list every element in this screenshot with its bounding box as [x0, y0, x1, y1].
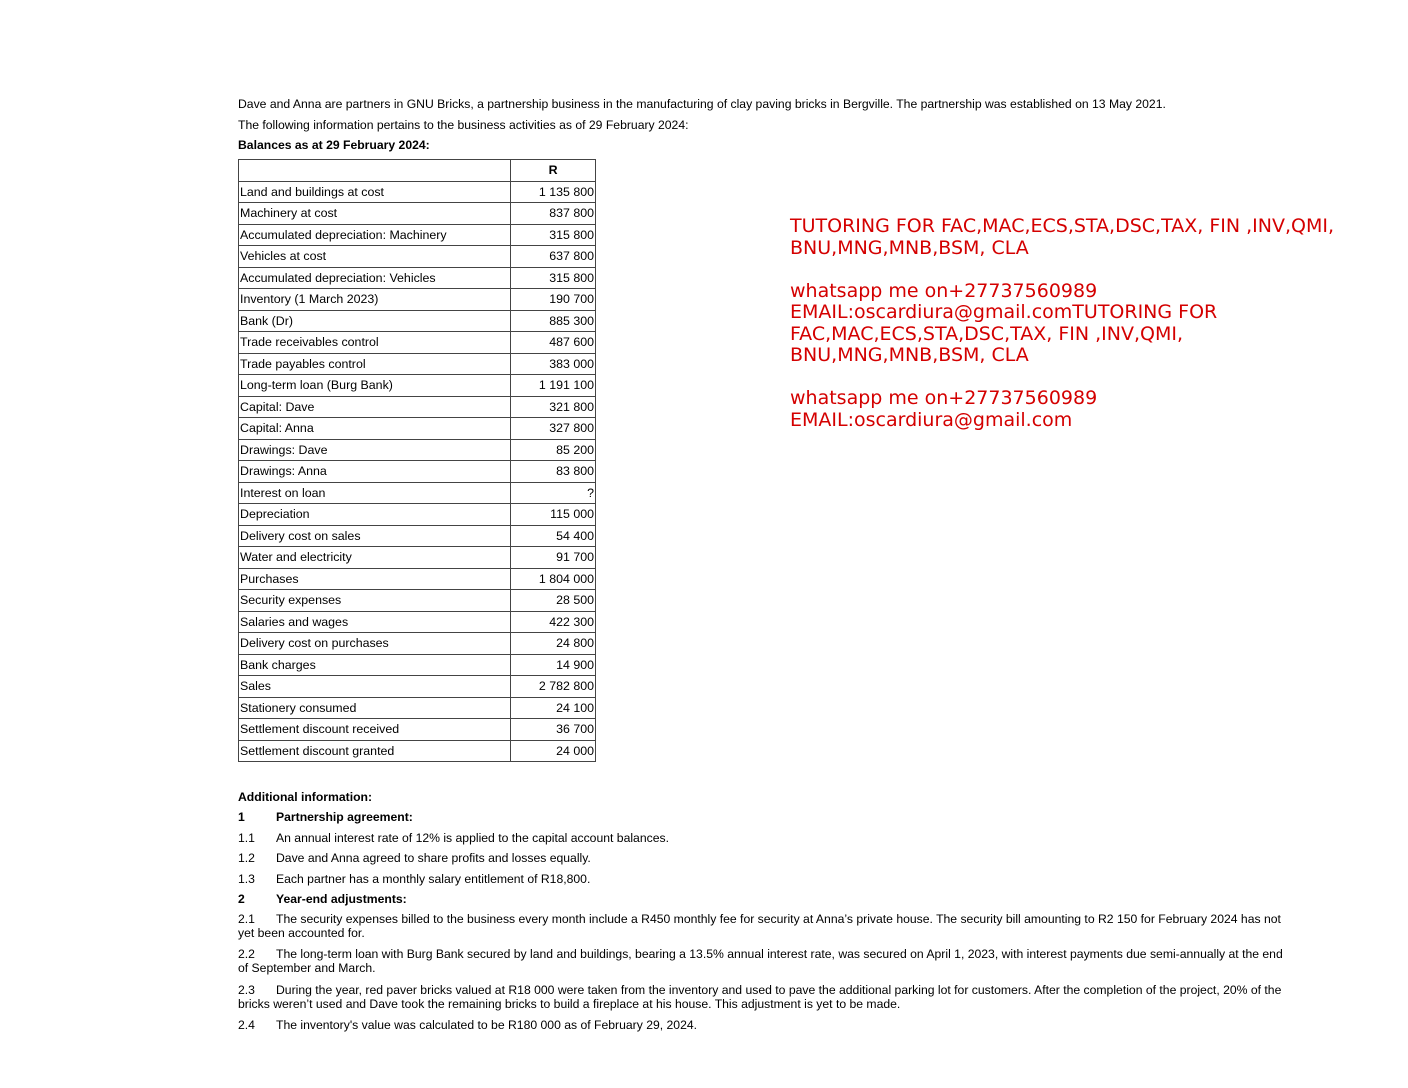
- item-text: The long-term loan with Burg Bank secured by land and buildings, bearing a 13.5% annual interest rate, was secured on April 1, 2023, with interest payments due semi-annually at the end of September and March.: [238, 947, 1283, 975]
- adjustment-item: [238, 947, 1283, 975]
- section-2-heading: [238, 892, 407, 906]
- account-amount: 83 800: [511, 461, 596, 483]
- balances-table: [238, 159, 596, 762]
- account-amount: 24 800: [511, 633, 596, 655]
- account-name: Bank (Dr): [239, 310, 511, 332]
- label-column-header: [239, 160, 511, 182]
- account-amount: ?: [511, 482, 596, 504]
- table-row: [239, 740, 596, 762]
- item-text: The security expenses billed to the business every month include a R450 monthly fee for security at Anna’s private house. The security bill amounting to R2 150 for February 2024 has not yet been accounted for.: [238, 912, 1281, 940]
- intro-line-1: Dave and Anna are partners in GNU Bricks, a partnership business in the manufacturing of clay paving bricks in Bergville. The partnership was established on 13 May 2021.: [238, 97, 1166, 111]
- account-name: Trade payables control: [239, 353, 511, 375]
- section-1-heading: [238, 810, 413, 824]
- account-name: Trade receivables control: [239, 332, 511, 354]
- item-text: Dave and Anna agreed to share profits and losses equally.: [276, 851, 591, 865]
- balances-heading: Balances as at 29 February 2024:: [238, 138, 430, 152]
- additional-info-heading: Additional information:: [238, 790, 373, 804]
- table-row: [239, 633, 596, 655]
- advert-line: EMAIL:oscardiura@gmail.comTUTORING FOR FAC,MAC,ECS,STA,DSC,TAX, FIN ,INV,QMI, BNU,MNG,MNB,BSM, CLA: [790, 301, 1224, 366]
- table-row: [239, 181, 596, 203]
- item-text: An annual interest rate of 12% is applied to the capital account balances.: [276, 831, 669, 845]
- account-name: Settlement discount granted: [239, 740, 511, 762]
- item-number: 2.3: [238, 983, 255, 997]
- account-name: Salaries and wages: [239, 611, 511, 633]
- adjustment-item: [238, 851, 1283, 865]
- item-text: The inventory's value was calculated to be R180 000 as of February 29, 2024.: [276, 1018, 698, 1032]
- account-amount: 28 500: [511, 590, 596, 612]
- table-row: [239, 590, 596, 612]
- account-name: Delivery cost on purchases: [239, 633, 511, 655]
- balances-table-body: [239, 181, 596, 762]
- item-number: 2.1: [238, 912, 255, 926]
- section-2-number: 2: [238, 892, 245, 906]
- table-row: [239, 547, 596, 569]
- account-amount: 1 804 000: [511, 568, 596, 590]
- intro-line-2: The following information pertains to the business activities as of 29 February 2024:: [238, 118, 689, 132]
- account-name: Water and electricity: [239, 547, 511, 569]
- account-name: Land and buildings at cost: [239, 181, 511, 203]
- tutoring-advert: [790, 216, 1380, 431]
- advert-line: [790, 259, 1380, 281]
- account-name: Inventory (1 March 2023): [239, 289, 511, 311]
- item-number: 1.1: [238, 831, 255, 845]
- table-row: [239, 203, 596, 225]
- account-amount: 54 400: [511, 525, 596, 547]
- account-name: Long-term loan (Burg Bank): [239, 375, 511, 397]
- adjustment-item: [238, 1018, 1283, 1032]
- advert-line: EMAIL:oscardiura@gmail.com: [790, 408, 1073, 431]
- adjustment-item: [238, 983, 1283, 1011]
- account-name: Purchases: [239, 568, 511, 590]
- item-number: 2.2: [238, 947, 255, 961]
- account-name: Capital: Dave: [239, 396, 511, 418]
- item-text: During the year, red paver bricks valued at R18 000 were taken from the inventory and used to pave the additional parking lot for customers. After the completion of the project, 20% of the bricks weren’t used and Dave took the remaining bricks to build a fireplace at his house. This adjustment is yet to be made.: [238, 983, 1282, 1011]
- account-name: Accumulated depreciation: Vehicles: [239, 267, 511, 289]
- item-number: 1.3: [238, 872, 255, 886]
- account-amount: 2 782 800: [511, 676, 596, 698]
- advert-line: whatsapp me on+27737560989: [790, 387, 1098, 409]
- section-2-title: Year-end adjustments:: [276, 892, 407, 906]
- account-name: Settlement discount received: [239, 719, 511, 741]
- table-row: [239, 461, 596, 483]
- account-amount: 14 900: [511, 654, 596, 676]
- item-number: 2.4: [238, 1018, 255, 1032]
- table-row: [239, 439, 596, 461]
- table-row: [239, 525, 596, 547]
- account-name: Depreciation: [239, 504, 511, 526]
- table-row: [239, 418, 596, 440]
- account-amount: 190 700: [511, 289, 596, 311]
- section-1-number: 1: [238, 810, 245, 824]
- account-name: Machinery at cost: [239, 203, 511, 225]
- account-amount: 115 000: [511, 504, 596, 526]
- table-row: [239, 697, 596, 719]
- table-row: [239, 353, 596, 375]
- account-amount: 315 800: [511, 224, 596, 246]
- table-row: [239, 654, 596, 676]
- account-name: Security expenses: [239, 590, 511, 612]
- table-header-row: [239, 160, 596, 182]
- account-amount: 487 600: [511, 332, 596, 354]
- account-amount: 1 191 100: [511, 375, 596, 397]
- adjustment-item: [238, 872, 1283, 886]
- account-amount: 315 800: [511, 267, 596, 289]
- currency-header: R: [511, 160, 596, 182]
- table-row: [239, 332, 596, 354]
- account-amount: 36 700: [511, 719, 596, 741]
- account-name: Sales: [239, 676, 511, 698]
- account-name: Bank charges: [239, 654, 511, 676]
- account-name: Accumulated depreciation: Machinery: [239, 224, 511, 246]
- account-amount: 24 100: [511, 697, 596, 719]
- account-name: Interest on loan: [239, 482, 511, 504]
- item-text: Each partner has a monthly salary entitlement of R18,800.: [276, 872, 591, 886]
- account-amount: 321 800: [511, 396, 596, 418]
- account-amount: 837 800: [511, 203, 596, 225]
- account-name: Drawings: Dave: [239, 439, 511, 461]
- table-row: [239, 267, 596, 289]
- advert-line: whatsapp me on+27737560989: [790, 279, 1098, 302]
- account-name: Delivery cost on sales: [239, 525, 511, 547]
- account-amount: 383 000: [511, 353, 596, 375]
- adjustment-item: [238, 912, 1283, 940]
- table-row: [239, 568, 596, 590]
- table-row: [239, 676, 596, 698]
- table-row: [239, 719, 596, 741]
- account-amount: 24 000: [511, 740, 596, 762]
- table-row: [239, 504, 596, 526]
- account-amount: 422 300: [511, 611, 596, 633]
- advert-line: [790, 367, 1380, 389]
- account-amount: 327 800: [511, 418, 596, 440]
- advert-line: TUTORING FOR FAC,MAC,ECS,STA,DSC,TAX, FIN ,INV,QMI, BNU,MNG,MNB,BSM, CLA: [790, 215, 1341, 259]
- account-amount: 85 200: [511, 439, 596, 461]
- account-amount: 885 300: [511, 310, 596, 332]
- adjustment-item: [238, 831, 1283, 845]
- table-row: [239, 246, 596, 268]
- account-name: Drawings: Anna: [239, 461, 511, 483]
- table-row: [239, 310, 596, 332]
- account-name: Stationery consumed: [239, 697, 511, 719]
- account-name: Vehicles at cost: [239, 246, 511, 268]
- account-amount: 637 800: [511, 246, 596, 268]
- account-amount: 1 135 800: [511, 181, 596, 203]
- table-row: [239, 611, 596, 633]
- table-row: [239, 396, 596, 418]
- table-row: [239, 482, 596, 504]
- section-1-title: Partnership agreement:: [276, 810, 413, 824]
- item-number: 1.2: [238, 851, 255, 865]
- table-row: [239, 375, 596, 397]
- account-amount: 91 700: [511, 547, 596, 569]
- table-row: [239, 289, 596, 311]
- table-row: [239, 224, 596, 246]
- account-name: Capital: Anna: [239, 418, 511, 440]
